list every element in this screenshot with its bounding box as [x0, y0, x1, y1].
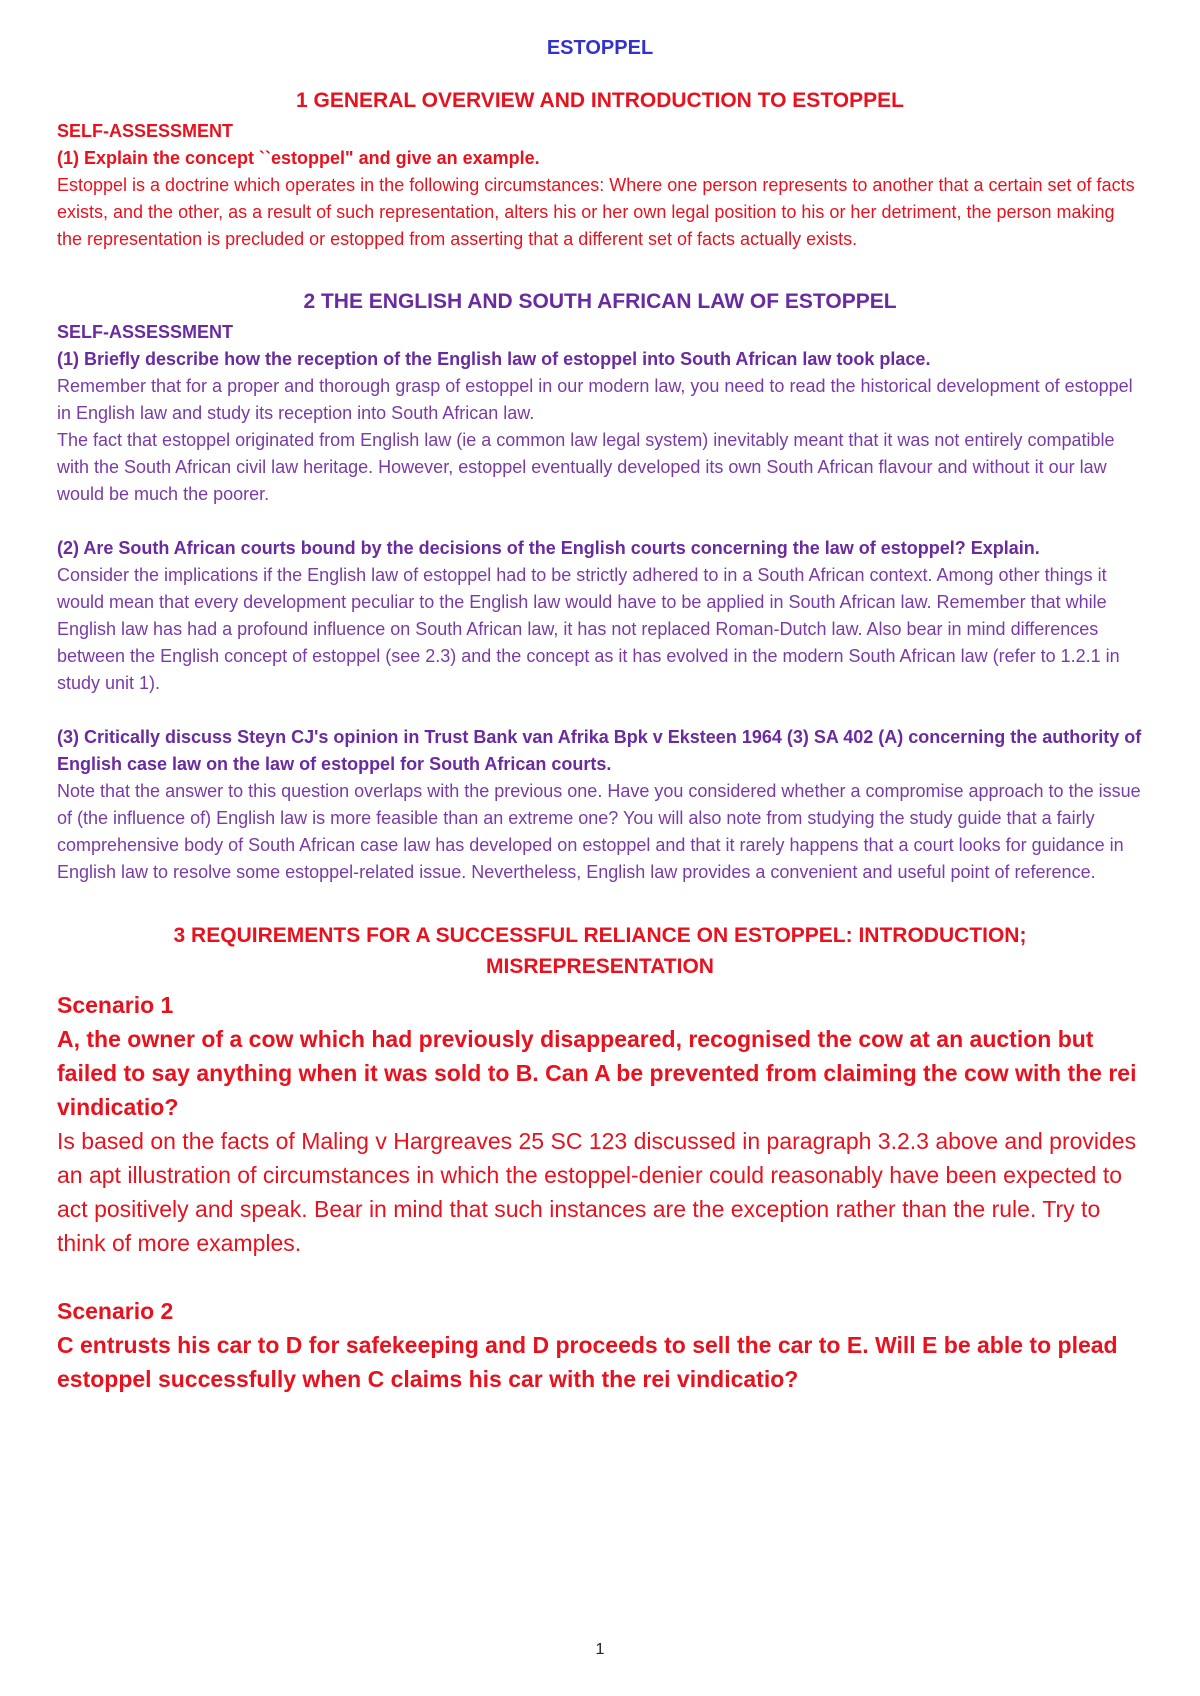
scenario-2-title: Scenario 2 [57, 1298, 174, 1324]
page-number: 1 [595, 1641, 605, 1658]
scenario-1-answer: Is based on the facts of Maling v Hargreaves 25 SC 123 discussed in paragraph 3.2.3 above and provides an apt illustration of circumstances in which the estoppel-denier could reasonably have been expected to act positively and speak. Bear in mind that such instances are the exception rather than the rule. Try to think of more examples. [57, 1128, 1137, 1256]
question-2-1: (1) Briefly describe how the reception of the English law of estoppel into South African law took place. [57, 349, 931, 369]
spacer [57, 253, 1143, 287]
scenario-1-title: Scenario 1 [57, 992, 174, 1018]
answer-1-1: Estoppel is a doctrine which operates in the following circumstances: Where one person represents to another that a certain set of facts exists, and the other, as a result of such representation, alters his or her own legal position to his or her detriment, the person making the representation is precluded or estopped from asserting that a different set of facts actually exists. [57, 175, 1135, 249]
answer-2-3: Note that the answer to this question overlaps with the previous one. Have you considered whether a compromise approach to the issue of (the influence of) English law is more feasible than an extreme one? You will also note from studying the study guide that a fairly comprehensive body of South African case law has developed on estoppel and that it rarely happens that a court looks for guidance in English law to resolve some estoppel-related issue. Nevertheless, English law provides a convenient and useful point of reference. [57, 781, 1141, 882]
section-english-sa-law [57, 287, 1143, 886]
answer-2-2: Consider the implications if the English law of estoppel had to be strictly adhered to in a South African context. Among other things it would mean that every development peculiar to the English law would have to be applied in South African law. Remember that while English law has had a profound influence on South African law, it has not replaced Roman-Dutch law. Also bear in mind differences between the English concept of estoppel (see 2.3) and the concept as it has evolved in the modern South African law (refer to 1.2.1 in study unit 1). [57, 565, 1120, 693]
answer-2-1-paragraph-2: The fact that estoppel originated from English law (ie a common law legal system) inevitably meant that it was not entirely compatible with the South African civil law heritage. However, estoppel eventually developed its own South African flavour and without it our law would be much the poorer. [57, 430, 1115, 504]
question-1-1: (1) Explain the concept ``estoppel" and give an example. [57, 148, 540, 168]
section-general-overview [57, 86, 1143, 253]
section-3-heading [57, 920, 1143, 982]
spacer [57, 697, 1143, 724]
spacer [57, 886, 1143, 920]
scenario-1 [57, 988, 1143, 1260]
section-requirements [57, 920, 1143, 1396]
section-1-heading: 1 GENERAL OVERVIEW AND INTRODUCTION TO ESTOPPEL [296, 89, 904, 112]
section-3-heading-line-2: MISREPRESENTATION [486, 955, 714, 978]
document-title: ESTOPPEL [546, 37, 654, 59]
self-assessment-label: SELF-ASSESSMENT [57, 322, 234, 342]
question-2-2: (2) Are South African courts bound by the decisions of the English courts concerning the law of estoppel? Explain. [57, 538, 1040, 558]
scenario-2 [57, 1294, 1143, 1396]
question-2-3: (3) Critically discuss Steyn CJ's opinion in Trust Bank van Afrika Bpk v Eksteen 1964 (3) SA 402 (A) concerning the authority of English case law on the law of estoppel for South African courts. [57, 727, 1142, 774]
spacer [57, 1260, 1143, 1294]
section-3-heading-line-1: 3 REQUIREMENTS FOR A SUCCESSFUL RELIANCE ON ESTOPPEL: INTRODUCTION; [173, 924, 1027, 947]
self-assessment-label: SELF-ASSESSMENT [57, 121, 234, 141]
scenario-1-question: A, the owner of a cow which had previously disappeared, recognised the cow at an auction but failed to say anything when it was sold to B. Can A be prevented from claiming the cow with the rei vindicatio? [57, 1026, 1137, 1120]
answer-2-1-paragraph-1: Remember that for a proper and thorough grasp of estoppel in our modern law, you need to read the historical development of estoppel in English law and study its reception into South African law. [57, 376, 1133, 423]
spacer [57, 508, 1143, 535]
scenario-2-question: C entrusts his car to D for safekeeping and D proceeds to sell the car to E. Will E be able to plead estoppel successfully when C claims his car with the rei vindicatio? [57, 1332, 1118, 1392]
section-2-heading: 2 THE ENGLISH AND SOUTH AFRICAN LAW OF ESTOPPEL [303, 290, 897, 313]
